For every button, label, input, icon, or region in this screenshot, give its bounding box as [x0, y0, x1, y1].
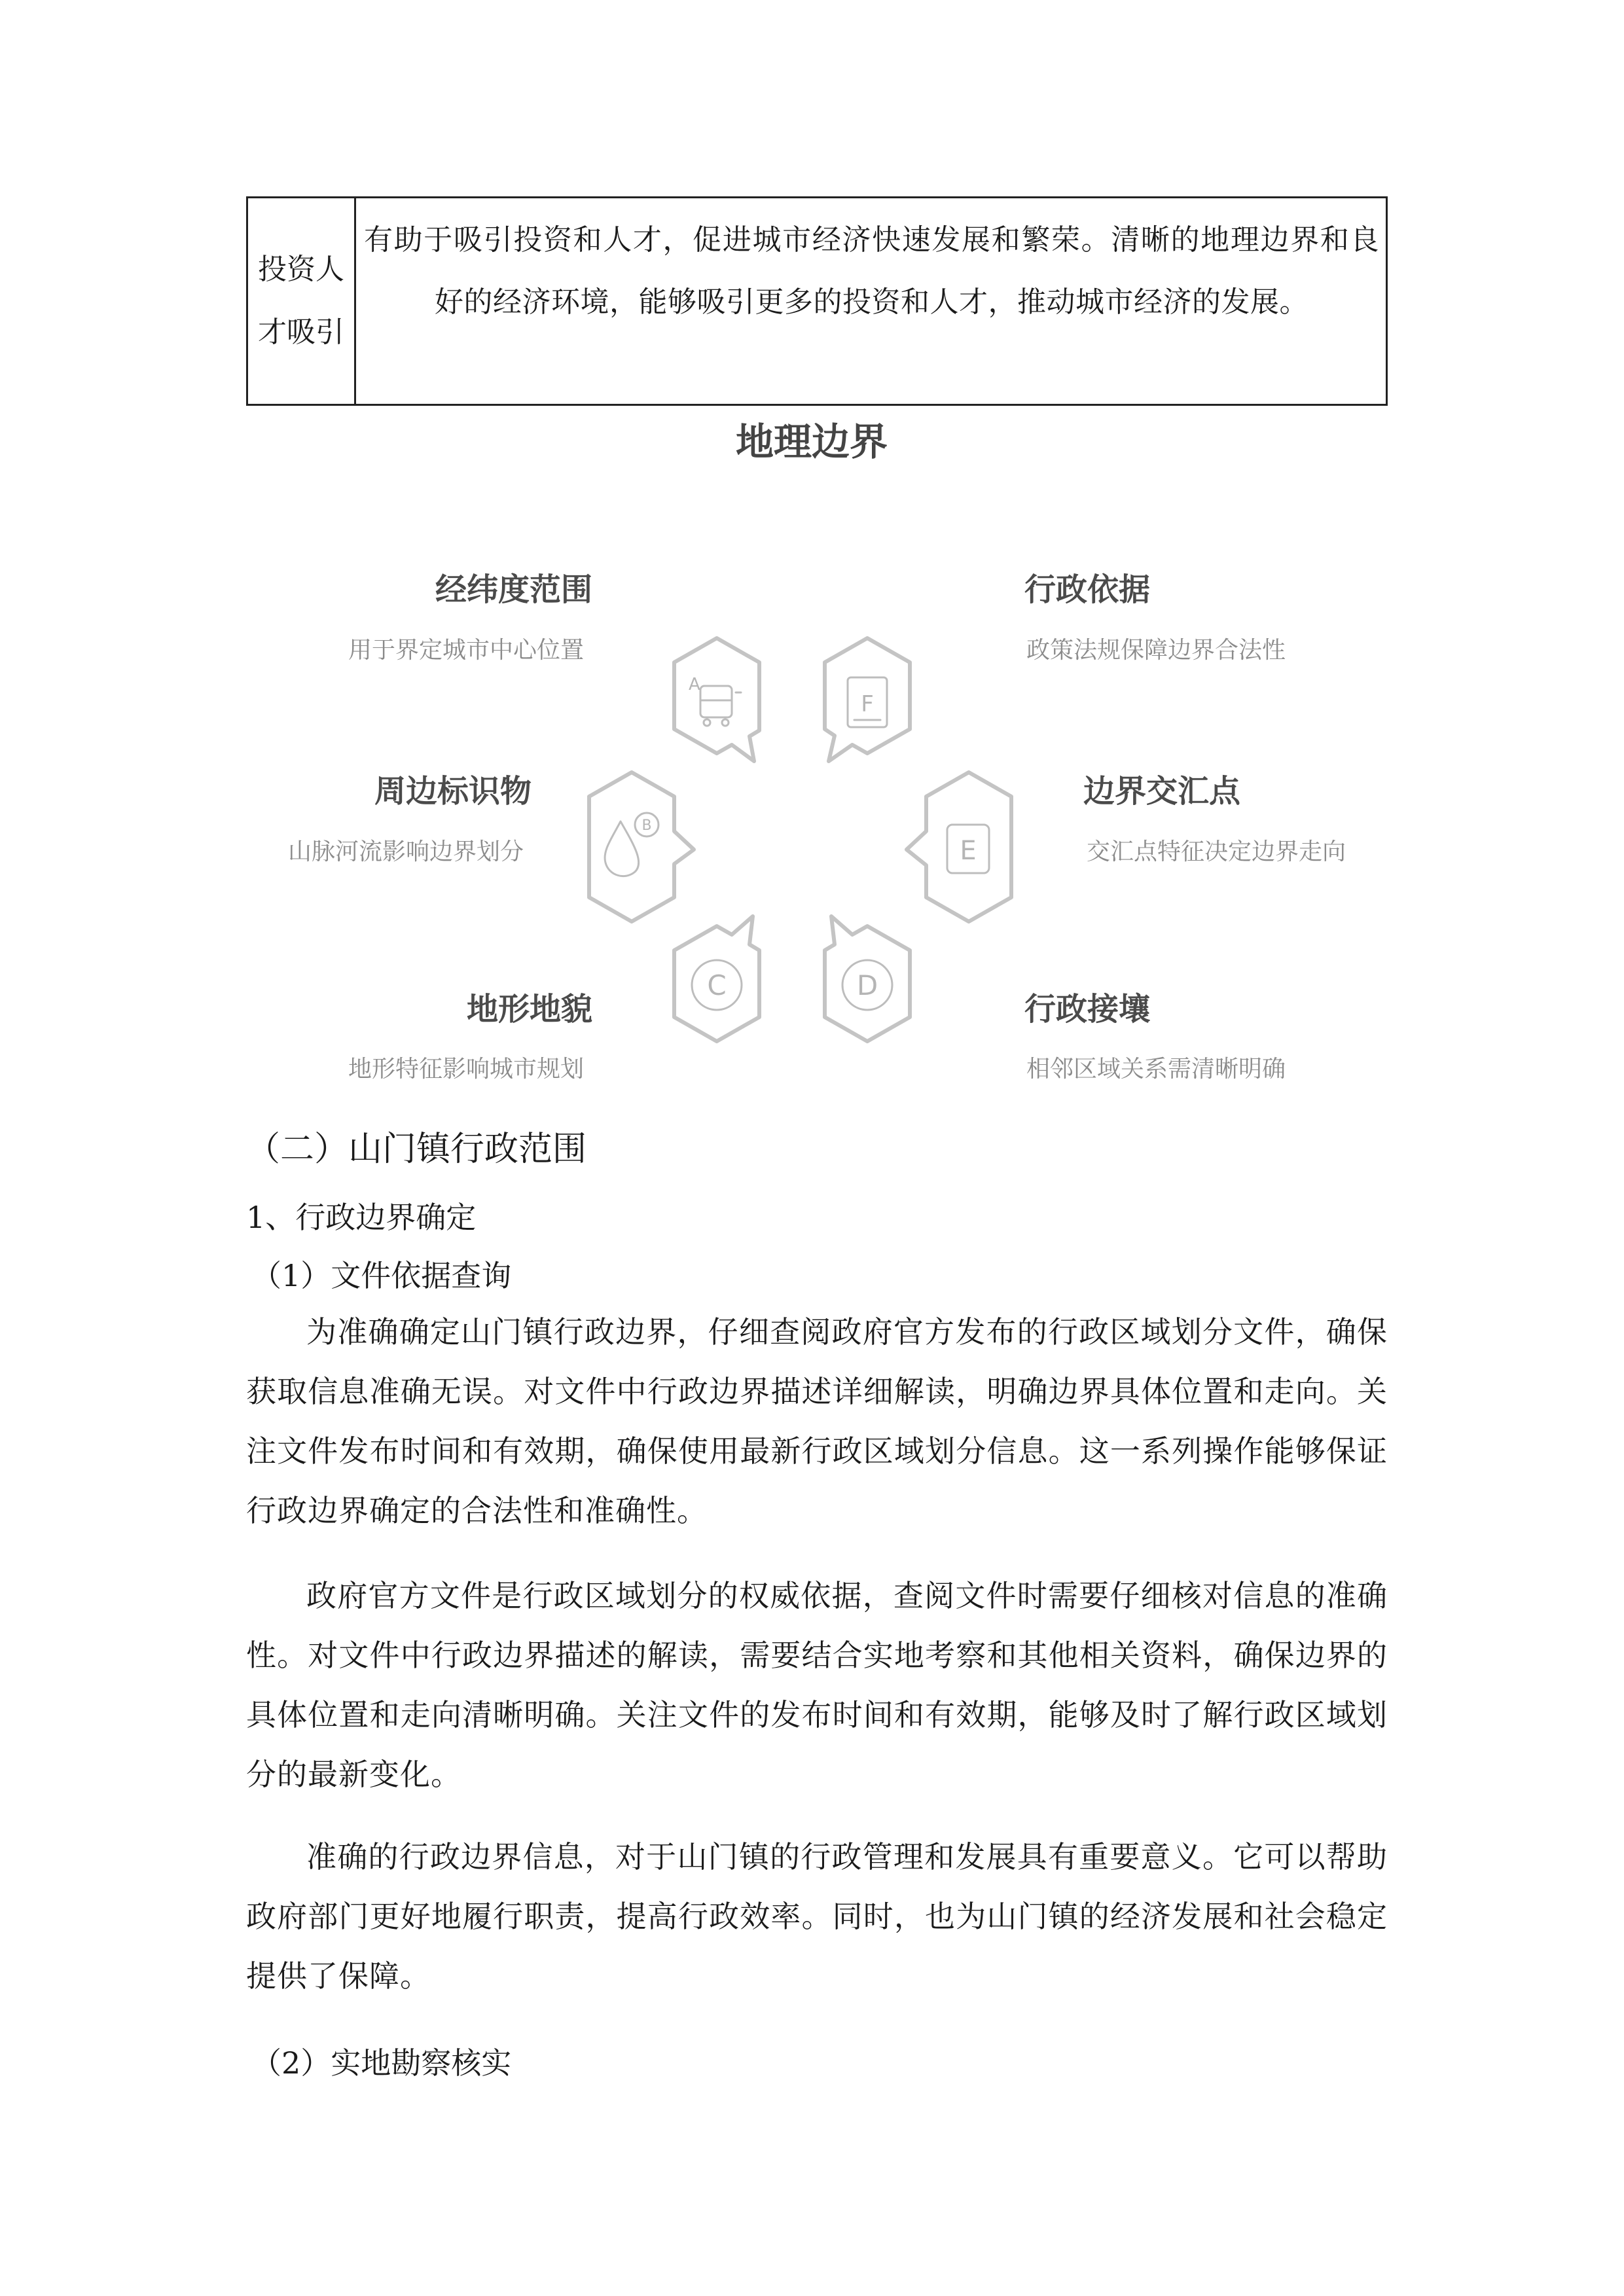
subsection-heading: 1、行政边界确定	[246, 1200, 477, 1235]
section-heading: （二）山门镇行政范围	[246, 1130, 587, 1169]
document-icon	[848, 677, 887, 727]
table-description-cell: 有助于吸引投资和人才，促进城市经济快速发展和繁荣。清晰的地理边界和良好的经济环境，能够吸引更多的投资和人才，推动城市经济的发展。	[364, 223, 1379, 319]
bus-icon	[689, 675, 741, 726]
letter-e-icon	[947, 825, 989, 873]
item-title-landmarks: 周边标识物	[374, 773, 532, 810]
letter-d-icon	[842, 960, 892, 1010]
hexagon-adjacency	[825, 916, 910, 1041]
item-title-junction: 边界交汇点	[1083, 773, 1241, 810]
hexagon-landmarks	[589, 772, 694, 922]
hexagon-admin-basis	[825, 638, 910, 761]
svg-text:D: D	[856, 969, 878, 1001]
paragraph-2: 政府官方文件是行政区域划分的权威依据，查阅文件时需要仔细核对信息的准确性。对文件中行政边界描述的解读，需要结合实地考察和其他相关资料，确保边界的具体位置和走向清晰明确。关注文件的发布时间和有效期，能够及时了解行政区域划分的最新变化。	[246, 1578, 1388, 1792]
item-desc-terrain: 地形特征影响城市规划	[348, 1056, 584, 1083]
item-desc-junction: 交汇点特征决定边界走向	[1087, 838, 1346, 865]
svg-text:E: E	[960, 836, 977, 866]
item-heading-2: （2）实地勘察核实	[251, 2045, 512, 2081]
letter-c-icon	[692, 960, 742, 1010]
item-desc-landmarks: 山脉河流影响边界划分	[287, 838, 524, 865]
svg-text:C: C	[707, 969, 727, 1001]
item-desc-latlong: 用于界定城市中心位置	[348, 637, 584, 664]
item-title-terrain: 地形地貌	[466, 991, 592, 1028]
item-heading-1: （1）文件依据查询	[251, 1258, 512, 1293]
hexagon-junction	[907, 772, 1011, 922]
item-title-adjacency: 行政接壤	[1024, 991, 1151, 1028]
geographic-boundary-diagram	[0, 0, 1624, 1113]
svg-text:A: A	[689, 675, 700, 694]
svg-text:B: B	[641, 817, 652, 834]
item-title-admin-basis: 行政依据	[1024, 571, 1151, 608]
item-desc-adjacency: 相邻区域关系需清晰明确	[1026, 1056, 1286, 1083]
item-desc-admin-basis: 政策法规保障边界合法性	[1026, 637, 1286, 664]
hexagon-terrain	[674, 916, 759, 1041]
diagram-title: 地理边界	[735, 420, 888, 464]
svg-text:F: F	[861, 691, 874, 717]
table-label-cell: 投资人才吸引	[248, 198, 356, 404]
hexagon-latlong	[674, 638, 759, 761]
item-title-latlong: 经纬度范围	[435, 571, 592, 608]
paragraph-1: 为准确确定山门镇行政边界，仔细查阅政府官方发布的行政区域划分文件，确保获取信息准确无误。对文件中行政边界描述详细解读，明确边界具体位置和走向。关注文件发布时间和有效期，确保使用最新行政区域划分信息。这一系列操作能够保证行政边界确定的合法性和准确性。	[246, 1314, 1388, 1528]
paragraph-3: 准确的行政边界信息，对于山门镇的行政管理和发展具有重要意义。它可以帮助政府部门更好地履行职责，提高行政效率。同时，也为山门镇的经济发展和社会稳定提供了保障。	[246, 1839, 1388, 1994]
drop-icon	[605, 813, 659, 876]
